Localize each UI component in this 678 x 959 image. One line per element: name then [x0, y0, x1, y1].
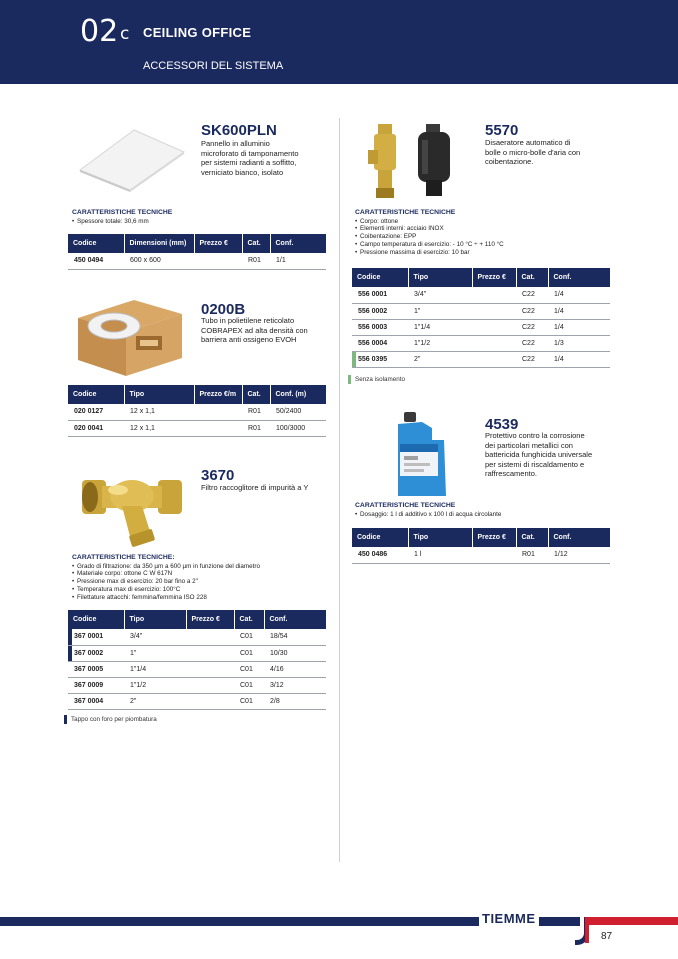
- product-code-4539: 4539: [485, 416, 519, 433]
- table-row: [68, 693, 326, 709]
- column-header: Cat.: [242, 385, 270, 404]
- table-cell: R01: [242, 404, 270, 420]
- description-line: barriera anti ossigeno EVOH: [201, 335, 297, 345]
- description-line: Pannello in alluminio: [201, 139, 270, 148]
- tech-spec-item: • Temperatura max di esercizio: 100°C: [72, 586, 260, 594]
- tech-specs-title: CARATTERISTICHE TECNICHE:: [72, 554, 175, 561]
- table-cell: [472, 303, 516, 319]
- product-description-4539: [485, 431, 592, 479]
- table-cell: 556 0395: [352, 351, 408, 367]
- table-cell: 1"1/2: [124, 677, 186, 693]
- tech-spec-item: • Elementi interni: acciaio INOX: [355, 225, 504, 233]
- table-cell: R01: [242, 253, 270, 269]
- tech-spec-item: • Campo temperatura di esercizio: - 10 °C ÷ + 110 °C: [355, 241, 504, 249]
- table-cell: 1/1: [270, 253, 326, 269]
- column-header: Prezzo €: [186, 610, 234, 629]
- column-header: Codice: [352, 268, 408, 287]
- tech-spec-item: • Filettature attacchi: femmina/femmina ISO 228: [72, 594, 260, 602]
- tech-spec-item: • Corpo: ottone: [355, 218, 504, 226]
- footer-accent-bar: [584, 917, 678, 925]
- column-header: Cat.: [516, 528, 548, 547]
- table-cell: 556 0003: [352, 319, 408, 335]
- table-cell: 450 0494: [68, 253, 124, 269]
- table-cell: 1/4: [548, 287, 610, 303]
- column-header: Conf.: [548, 268, 610, 287]
- tech-specs-3670: [72, 554, 260, 601]
- product-description-sk600pln: [201, 139, 299, 177]
- table-cell: 3/4": [408, 287, 472, 303]
- tech-specs-title: CARATTERISTICHE TECNICHE: [355, 502, 456, 509]
- table-cell: 10/30: [264, 645, 326, 661]
- table-cell: 2/8: [264, 693, 326, 709]
- column-header: Conf. (m): [270, 385, 326, 404]
- table-cell: C22: [516, 351, 548, 367]
- table-cell: 367 0002: [68, 645, 124, 661]
- table-cell: 12 x 1,1: [124, 404, 194, 420]
- table-cell: [186, 661, 234, 677]
- table-cell: [472, 547, 516, 563]
- brand-logo: TIEMME: [479, 911, 539, 926]
- table-cell: C01: [234, 629, 264, 645]
- table-cell: 2": [408, 351, 472, 367]
- column-header: Tipo: [408, 528, 472, 547]
- description-line: battericida funghicida universale: [485, 450, 593, 460]
- table-cell: 600 x 600: [124, 253, 194, 269]
- column-header: Codice: [68, 385, 124, 404]
- table-row: [352, 319, 610, 335]
- column-header: Cat.: [516, 268, 548, 287]
- y-strainer-image: [80, 466, 184, 548]
- section-subtitle: ACCESSORI DEL SISTEMA: [143, 60, 284, 72]
- table-cell: 2": [124, 693, 186, 709]
- table-cell: C22: [516, 335, 548, 351]
- table-row: [68, 677, 326, 693]
- description-line: microforato di tamponamento: [201, 148, 299, 158]
- tech-spec-item: • Pressione max di esercizio: 20 bar fino a 2": [72, 578, 260, 586]
- column-header: Codice: [352, 528, 408, 547]
- table-cell: 12 x 1,1: [124, 420, 194, 436]
- tech-spec-item: • Dosaggio: 1 l di additivo x 100 l di acqua circolante: [355, 511, 501, 519]
- table-cell: C22: [516, 303, 548, 319]
- table-row: [352, 287, 610, 303]
- table-cell: 556 0001: [352, 287, 408, 303]
- section-title: CEILING OFFICE: [143, 25, 252, 40]
- table-row: [68, 404, 326, 420]
- note-5570: Senza isolamento: [348, 376, 405, 383]
- page-header: [0, 0, 678, 84]
- table-cell: [186, 677, 234, 693]
- tech-specs-5570: [355, 209, 504, 256]
- table-row: [68, 420, 326, 436]
- table-cell: 450 0486: [352, 547, 408, 563]
- table-cell: 3/4": [124, 629, 186, 645]
- table-cell: 1"1/4: [124, 661, 186, 677]
- product-code-5570: 5570: [485, 122, 519, 139]
- table-row: [352, 303, 610, 319]
- table-cell: C01: [234, 677, 264, 693]
- table-cell: [472, 319, 516, 335]
- table-cell: [186, 693, 234, 709]
- table-row: [68, 253, 326, 269]
- column-header: Tipo: [124, 610, 186, 629]
- description-line: dei particolari metallici con: [485, 440, 573, 450]
- table-cell: [472, 287, 516, 303]
- table-cell: [194, 404, 242, 420]
- tech-specs-title: CARATTERISTICHE TECNICHE: [355, 209, 456, 216]
- table-row: [68, 645, 326, 661]
- table-cell: [186, 629, 234, 645]
- product-code-0200b: 0200B: [201, 301, 246, 318]
- table-cell: [472, 335, 516, 351]
- table-cell: 1/4: [548, 319, 610, 335]
- tech-spec-item: • Pressione massima di esercizio: 10 bar: [355, 249, 504, 257]
- table-cell: 4/16: [264, 661, 326, 677]
- description-line: per sistemi di riscaldamento e: [485, 459, 585, 469]
- column-divider: [339, 118, 340, 862]
- column-header: Cat.: [234, 610, 264, 629]
- column-header: Conf.: [264, 610, 326, 629]
- table-cell: 556 0004: [352, 335, 408, 351]
- product-code-3670: 3670: [201, 467, 235, 484]
- description-line: raffrescamento.: [485, 469, 537, 479]
- column-header: Conf.: [270, 234, 326, 253]
- table-cell: [194, 420, 242, 436]
- column-header: Prezzo €: [472, 268, 516, 287]
- table-cell: 1": [124, 645, 186, 661]
- table-row: [68, 661, 326, 677]
- column-header: Tipo: [124, 385, 194, 404]
- table-cell: 556 0002: [352, 303, 408, 319]
- table-cell: 020 0127: [68, 404, 124, 420]
- table-cell: C01: [234, 693, 264, 709]
- description-line: Filtro raccoglitore di impurità a Y: [201, 483, 309, 492]
- table-cell: 1/4: [548, 351, 610, 367]
- column-header: Codice: [68, 234, 124, 253]
- table-cell: 1": [408, 303, 472, 319]
- table-cell: 1"1/2: [408, 335, 472, 351]
- column-header: Prezzo €: [194, 234, 242, 253]
- table-cell: 367 0004: [68, 693, 124, 709]
- tech-spec-item: • Materiale corpo: ottone C W 617N: [72, 570, 260, 578]
- table-cell: [472, 351, 516, 367]
- table-cell: 1"1/4: [408, 319, 472, 335]
- footer-hook-accent: [585, 917, 595, 943]
- product-description-5570: [485, 138, 580, 167]
- table-cell: R01: [242, 420, 270, 436]
- table-cell: C22: [516, 319, 548, 335]
- tech-specs-4539: [355, 502, 501, 518]
- protective-fluid-bottle-image: [392, 410, 452, 498]
- price-table-4539: [352, 528, 610, 564]
- column-header: Codice: [68, 610, 124, 629]
- column-header: Conf.: [548, 528, 610, 547]
- description-line: Disaeratore automatico di: [485, 138, 571, 147]
- table-cell: 367 0009: [68, 677, 124, 693]
- table-cell: 367 0001: [68, 629, 124, 645]
- description-line: verniciato bianco, isolato: [201, 167, 284, 177]
- table-cell: C01: [234, 645, 264, 661]
- description-line: coibentazione.: [485, 157, 534, 167]
- column-header: Cat.: [242, 234, 270, 253]
- description-line: COBRAPEX ad alta densità con: [201, 325, 308, 335]
- table-cell: 3/12: [264, 677, 326, 693]
- table-cell: 1/12: [548, 547, 610, 563]
- air-vent-image: [366, 120, 466, 200]
- tech-specs-title: CARATTERISTICHE TECNICHE: [72, 209, 173, 216]
- table-cell: C22: [516, 287, 548, 303]
- table-row: [352, 547, 610, 563]
- table-cell: 18/54: [264, 629, 326, 645]
- product-description-0200b: [201, 316, 308, 345]
- table-cell: 50/2400: [270, 404, 326, 420]
- product-code-sk600pln: SK600PLN: [201, 122, 277, 139]
- price-table-5570: [352, 268, 610, 368]
- table-row: [352, 335, 610, 351]
- table-cell: 367 0005: [68, 661, 124, 677]
- price-table-sk600pln: [68, 234, 326, 270]
- tech-spec-item: • Grado di filtrazione: da 350 µm a 600 µm in funzione del diametro: [72, 563, 260, 571]
- tech-spec-item: • Coibentazione: EPP: [355, 233, 504, 241]
- note-3670: Tappo con foro per piombatura: [64, 716, 157, 723]
- product-description-3670: [201, 483, 308, 493]
- table-cell: 1 l: [408, 547, 472, 563]
- description-line: per sistemi radianti a soffitto,: [201, 158, 297, 168]
- price-table-3670: [68, 610, 326, 710]
- table-cell: R01: [516, 547, 548, 563]
- column-header: Tipo: [408, 268, 472, 287]
- description-line: Protettivo contro la corrosione: [485, 431, 585, 440]
- ceiling-panel-image: [76, 128, 188, 192]
- table-row: [68, 629, 326, 645]
- description-line: Tubo in polietilene reticolato: [201, 316, 295, 325]
- column-header: Dimensioni (mm): [124, 234, 194, 253]
- table-cell: 020 0041: [68, 420, 124, 436]
- table-cell: 1/3: [548, 335, 610, 351]
- tech-spec-item: • Spessore totale: 30,6 mm: [72, 218, 172, 226]
- table-cell: 100/3000: [270, 420, 326, 436]
- description-line: bolle o micro-bolle d'aria con: [485, 147, 581, 157]
- table-row: [352, 351, 610, 367]
- pipe-coil-box-image: [74, 296, 186, 380]
- section-number: 02: [80, 14, 119, 49]
- column-header: Prezzo €/m: [194, 385, 242, 404]
- price-table-0200b: [68, 385, 326, 437]
- page-number: 87: [601, 931, 613, 942]
- table-cell: [186, 645, 234, 661]
- table-cell: 1/4: [548, 303, 610, 319]
- table-cell: [194, 253, 242, 269]
- tech-specs-sk600pln: [72, 209, 172, 225]
- section-letter: c: [120, 24, 130, 44]
- table-cell: C01: [234, 661, 264, 677]
- column-header: Prezzo €: [472, 528, 516, 547]
